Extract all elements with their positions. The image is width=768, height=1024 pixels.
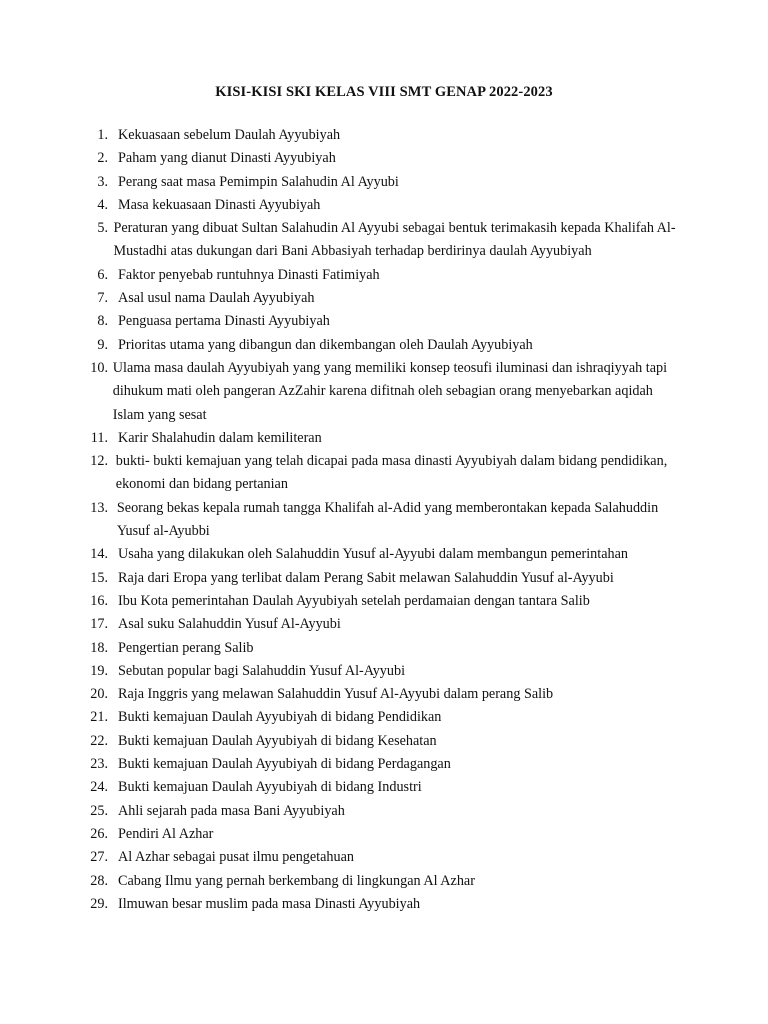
list-item [72, 870, 682, 893]
list-item-spacer [108, 613, 118, 636]
list-item-spacer [108, 730, 118, 753]
list-item-number: 21. [90, 709, 108, 726]
list-item-text: Bukti kemajuan Daulah Ayyubiyah di bidang Kesehatan [118, 732, 437, 749]
list-item [72, 124, 682, 147]
list-item [72, 613, 682, 636]
list-item-text: Karir Shalahudin dalam kemiliteran [118, 429, 322, 446]
list-item-number: 1. [97, 127, 108, 143]
list-item-number: 18. [90, 639, 108, 656]
list-item [72, 543, 682, 566]
list-item-text: Bukti kemajuan Daulah Ayyubiyah di bidang Perdagangan [118, 756, 451, 773]
list-item-text: Raja dari Eropa yang terlibat dalam Perang Sabit melawan Salahuddin Yusuf al-Ayyubi [118, 569, 614, 586]
list-item-text: Ahli sejarah pada masa Bani Ayyubiyah [118, 802, 345, 819]
list-item-number: 11. [90, 429, 108, 446]
list-item-text: Pendiri Al Azhar [118, 825, 214, 842]
list-item-text: Ilmuwan besar muslim pada masa Dinasti Ayyubiyah [118, 895, 421, 912]
list-item-spacer [108, 683, 118, 706]
document-title: KISI-KISI SKI KELAS VIII SMT GENAP 2022-2023 [215, 84, 553, 100]
list-item-spacer [108, 590, 118, 613]
list-item [72, 427, 682, 450]
list-item-text: Usaha yang dilakukan oleh Salahuddin Yusuf al-Ayyubi dalam membangun pemerintahan [118, 546, 628, 563]
list-item-number: 7. [97, 290, 108, 307]
list-item [72, 730, 682, 753]
list-item-number: 10. [90, 359, 108, 376]
list-item-text: Ibu Kota pemerintahan Daulah Ayyubiyah setelah perdamaian dengan tantara Salib [118, 592, 590, 609]
list-item-spacer [108, 147, 118, 170]
list-item-number: 2. [97, 150, 108, 167]
list-item-text: Pengertian perang Salib [118, 639, 254, 656]
list-item-text: Bukti kemajuan Daulah Ayyubiyah di bidang Industri [118, 779, 422, 796]
list-item-spacer [108, 660, 118, 683]
list-item-number: 14. [90, 546, 108, 563]
list-item-number: 29. [90, 895, 108, 912]
list-item-text: Raja Inggris yang melawan Salahuddin Yusuf Al-Ayyubi dalam perang Salib [118, 686, 554, 703]
list-item-number: 17. [90, 616, 108, 633]
list-item-number: 27. [90, 849, 108, 866]
list-item-number: 19. [90, 662, 108, 679]
list-item [72, 217, 682, 264]
list-item-text: Perang saat masa Pemimpin Salahudin Al Ayyubi [118, 173, 399, 190]
list-item [72, 637, 682, 660]
list-item [72, 776, 682, 799]
list-item-text: Sebutan popular bagi Salahuddin Yusuf Al-Ayyubi [118, 662, 406, 679]
list-item-text: bukti- bukti kemajuan yang telah dicapai pada masa dinasti Ayyubiyah dalam bidang pendidikan, ekonomi dan bidang pertanian [115, 453, 668, 493]
list-item-number: 3. [97, 173, 108, 190]
list-item-text: Masa kekuasaan Dinasti Ayyubiyah [118, 196, 321, 213]
list-item [72, 567, 682, 590]
question-list [72, 124, 682, 916]
list-item-spacer [108, 171, 118, 194]
list-item-text: Kekuasaan sebelum Daulah Ayyubiyah [118, 127, 341, 143]
list-item-spacer [108, 194, 118, 217]
list-item-number: 20. [90, 686, 108, 703]
list-item [72, 450, 682, 497]
list-item-spacer [108, 893, 118, 916]
list-item-text: Paham yang dianut Dinasti Ayyubiyah [118, 150, 336, 167]
list-item [72, 753, 682, 776]
list-item-text: Prioritas utama yang dibangun dan dikembangan oleh Daulah Ayyubiyah [118, 336, 533, 353]
list-item-number: 12. [90, 453, 108, 470]
list-item-spacer [108, 124, 118, 147]
list-item-spacer [108, 753, 118, 776]
list-item-spacer [108, 497, 117, 544]
list-item-spacer [108, 543, 118, 566]
list-item-number: 22. [90, 732, 108, 749]
list-item-number: 9. [97, 336, 108, 353]
list-item-text: Penguasa pertama Dinasti Ayyubiyah [118, 313, 330, 330]
list-item-text: Peraturan yang dibuat Sultan Salahudin Al Ayyubi sebagai bentuk terimakasih kepada Khalifah Al-Mustadhi atas dukungan dari Bani Abbasiyah terhadap berdirinya daulah Ayyubiyah [113, 220, 676, 260]
list-item-number: 8. [97, 313, 108, 330]
list-item-spacer [108, 870, 118, 893]
list-item [72, 357, 682, 427]
list-item-spacer [108, 567, 118, 590]
list-item-spacer [108, 450, 116, 497]
list-item-spacer [108, 264, 118, 287]
list-item-text: Asal usul nama Daulah Ayyubiyah [118, 290, 315, 307]
list-item [72, 497, 682, 544]
list-item-text: Cabang Ilmu yang pernah berkembang di lingkungan Al Azhar [118, 872, 475, 889]
list-item [72, 147, 682, 170]
list-item-spacer [108, 287, 118, 310]
list-item-spacer [108, 846, 118, 869]
list-item [72, 800, 682, 823]
list-item-number: 23. [90, 756, 108, 773]
list-item [72, 590, 682, 613]
list-item [72, 823, 682, 846]
list-item-spacer [108, 427, 118, 450]
list-item [72, 310, 682, 333]
list-item [72, 706, 682, 729]
list-item-number: 25. [90, 802, 108, 819]
list-item-spacer [108, 823, 118, 846]
list-item-number: 24. [90, 779, 108, 796]
list-item-spacer [108, 334, 118, 357]
list-item-number: 15. [90, 569, 108, 586]
list-item-text: Ulama masa daulah Ayyubiyah yang yang memiliki konsep teosufi iluminasi dan ishraqiyyah tapi dihukum mati oleh pangeran AzZahir karena difitnah oleh sebagian orang menyebarkan aqidah Islam yang sesat [112, 359, 668, 423]
list-item-number: 4. [97, 196, 108, 213]
list-item [72, 683, 682, 706]
list-item [72, 194, 682, 217]
list-item-number: 26. [90, 825, 108, 842]
list-item [72, 171, 682, 194]
list-item [72, 846, 682, 869]
list-item-number: 6. [97, 266, 108, 283]
list-item-text: Seorang bekas kepala rumah tangga Khalifah al-Adid yang memberontakan kepada Salahuddin Yusuf al-Ayubbi [116, 499, 659, 540]
list-item-spacer [108, 637, 118, 660]
list-item-spacer [108, 776, 118, 799]
list-item-spacer [108, 310, 118, 333]
list-item-number: 16. [90, 592, 108, 609]
list-item-number: 5. [97, 220, 108, 237]
list-item-text: Faktor penyebab runtuhnya Dinasti Fatimiyah [118, 266, 380, 283]
list-item [72, 264, 682, 287]
list-item-spacer [108, 800, 118, 823]
list-item [72, 334, 682, 357]
list-item-text: Asal suku Salahuddin Yusuf Al-Ayyubi [118, 616, 341, 633]
list-item [72, 287, 682, 310]
list-item [72, 660, 682, 683]
list-item-spacer [108, 706, 118, 729]
list-item-number: 28. [90, 872, 108, 889]
list-item-number: 13. [90, 499, 108, 516]
list-item-text: Al Azhar sebagai pusat ilmu pengetahuan [118, 849, 354, 866]
list-item [72, 893, 682, 916]
list-item-text: Bukti kemajuan Daulah Ayyubiyah di bidang Pendidikan [118, 709, 442, 726]
